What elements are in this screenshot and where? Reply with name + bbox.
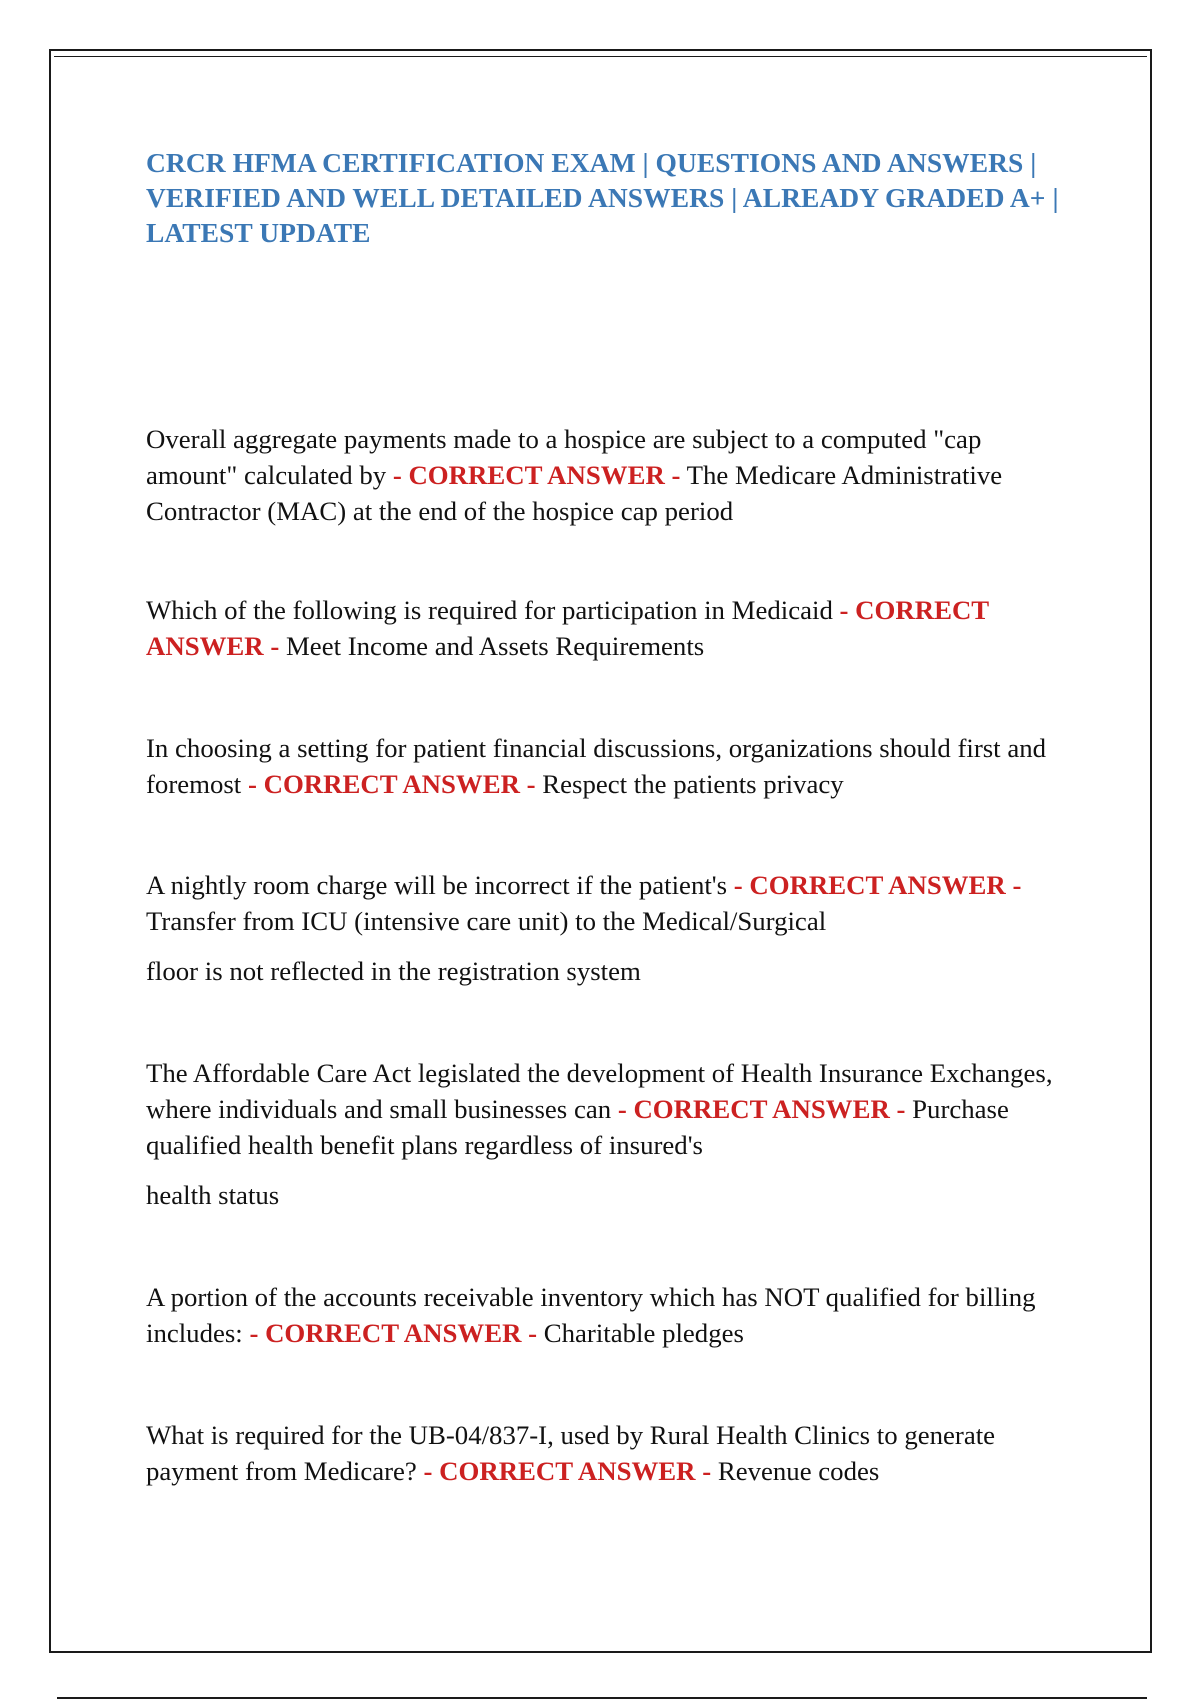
correct-answer-tag: - CORRECT ANSWER - [146,595,989,661]
qa-item-1 [146,421,1076,529]
qa-item-7 [146,1417,1076,1489]
question-text: What is required for the UB-04/837-I, used by Rural Health Clinics to generate payment from Medicare? [146,1420,996,1486]
correct-answer-tag: - CORRECT ANSWER - [247,769,536,799]
correct-answer-tag: - CORRECT ANSWER - [392,460,681,490]
question-text: In choosing a setting for patient financial discussions, organizations should first and foremost [146,733,1047,799]
correct-answer-tag: - CORRECT ANSWER - [249,1318,538,1348]
qa-item-4 [146,867,1076,989]
qa-item-6 [146,1279,1076,1351]
qa-item-5 [146,1055,1076,1213]
answer-text: Transfer from ICU (intensive care unit) to the Medical/Surgical [146,906,827,936]
answer-continued-text: floor is not reflected in the registration system [146,956,641,986]
page-border [49,49,1152,1653]
answer-text: Revenue codes [717,1456,880,1486]
correct-answer-tag: - CORRECT ANSWER - [617,1094,906,1124]
answer-text: Charitable pledges [543,1318,744,1348]
answer-continued-text: health status [146,1180,280,1210]
top-rule [54,56,1147,57]
answer-text: Meet Income and Assets Requirements [285,631,705,661]
answer-text: The Medicare Administrative Contractor (MAC) at the end of the hospice cap period [146,460,1003,526]
document-title: CRCR HFMA CERTIFICATION EXAM | QUESTIONS AND ANSWERS | VERIFIED AND WELL DETAILED ANSWERS | ALREADY GRADED A+ | LATEST UPDATE [146,147,1059,248]
correct-answer-tag: - CORRECT ANSWER - [733,870,1022,900]
qa-item-2 [146,592,1076,664]
question-text: A nightly room charge will be incorrect if the patient's [146,870,728,900]
question-text: Overall aggregate payments made to a hospice are subject to a computed "cap amount" calculated by [146,424,982,490]
answer-text: Purchase qualified health benefit plans regardless of insured's [146,1094,1009,1160]
question-text: Which of the following is required for participation in Medicaid [146,595,833,625]
question-text: A portion of the accounts receivable inventory which has NOT qualified for billing includes: [146,1282,1036,1348]
bottom-rule [57,1697,1147,1699]
correct-answer-tag: - CORRECT ANSWER - [423,1456,712,1486]
answer-text: Respect the patients privacy [542,769,844,799]
question-text: The Affordable Care Act legislated the development of Health Insurance Exchanges, where individuals and small businesses can [146,1058,1053,1124]
qa-item-3 [146,730,1076,802]
